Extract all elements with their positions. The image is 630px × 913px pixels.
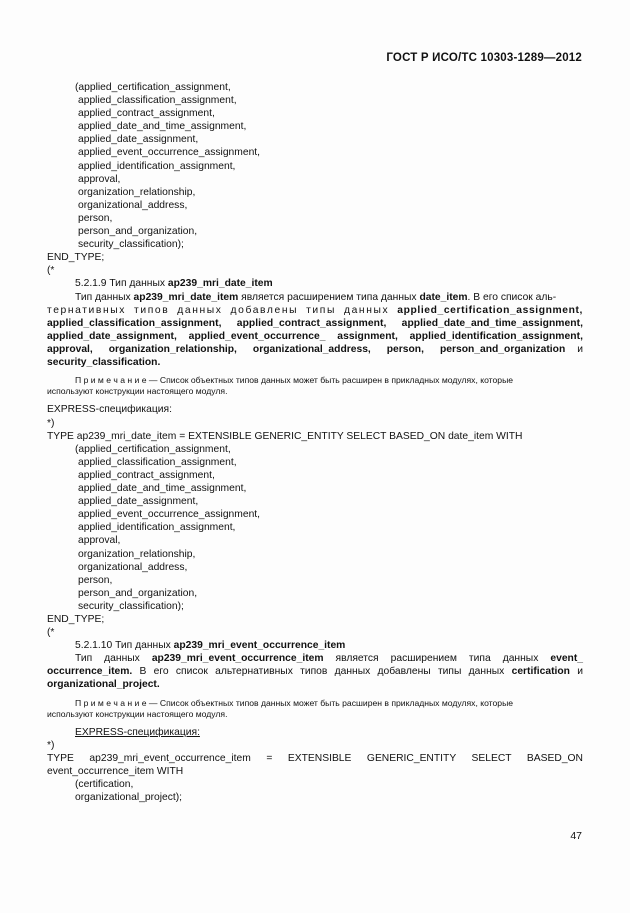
para-type-list: certification [511,666,570,678]
list-item: organizational_address, [78,561,188,573]
list-item: organization_relationship, [78,186,196,198]
list-item: (applied_certification_assignment, [75,443,231,455]
list-item: security_classification); [78,239,184,251]
list-item: applied_contract_assignment, [78,469,215,481]
end-type: END_TYPE; [47,252,105,264]
section-number: 5.2.1.10 Тип данных [75,640,174,652]
para-text: тернативных типов данных добавлены типы данных [47,304,398,316]
list-item: security_classification); [78,600,184,612]
note-label: П р и м е ч а н и е [75,697,147,708]
list-item: applied_identification_assignment, [78,160,236,172]
comment-close: *) [47,417,55,429]
list-item: applied_classification_assignment, [78,95,237,107]
note-label: П р и м е ч а н и е [75,375,147,386]
section-type-name: ap239_mri_event_occurrence_item [173,640,346,652]
select-list-2 [47,443,583,613]
list-item: applied_date_and_time_assignment, [78,121,247,133]
list-item: (certification, [75,779,134,791]
note-5219 [47,375,583,397]
list-item: applied_classification_assignment, [78,456,237,468]
list-item: person_and_organization, [78,587,198,599]
list-item: person, [78,574,113,586]
page-header-title: ГОСТ Р ИСО/ТС 10303-1289—2012 [386,52,582,64]
para-type-list: approval, organization_relationship, organizational_address, person, person_and_organization [47,343,566,355]
list-item: organization_relationship, [78,548,196,560]
note-text: — Список объектных типов данных может быть расширен в прикладных модулях, которые [146,375,514,386]
note-text: используют конструкции настоящего модуля. [47,386,228,397]
page-number: 47 [570,830,582,842]
comment-open: (* [47,265,55,277]
para-text: и [569,666,583,678]
para-text: является расширением типа данных [323,653,551,665]
para-type-name: ap239_mri_date_item [133,291,239,303]
para-text: Тип данных [75,653,152,665]
note-52110 [47,698,583,720]
type-declaration: TYPE ap239_mri_date_item = EXTENSIBLE GENERIC_ENTITY SELECT BASED_ON date_item WITH [47,430,523,442]
para-type-name: ap239_mri_event_occurrence_item [151,653,324,665]
select-list-1 [47,81,583,251]
para-type-list: applied_classification_assignment, applied_contract_assignment, applied_date_and_time_assignment, [47,317,583,329]
para-type-list: organizational_project. [47,679,160,691]
list-item: approval, [78,535,121,547]
list-item: applied_date_assignment, [78,134,199,146]
note-text: используют конструкции настоящего модуля. [47,708,228,719]
list-item: applied_event_occurrence_assignment, [78,509,261,521]
section-type-name: ap239_mri_date_item [167,278,273,290]
page-content [47,81,583,805]
section-heading-52110 [47,639,583,652]
list-item: person_and_organization, [78,226,198,238]
list-item: applied_date_assignment, [78,496,199,508]
section-5219-paragraph [47,291,583,370]
select-list-3 [47,778,583,804]
type-declaration-cont: event_occurrence_item WITH [47,766,184,778]
list-item: applied_date_and_time_assignment, [78,483,247,495]
section-number: 5.2.1.9 Тип данных [75,278,168,290]
para-text: В его список альтернативных типов данных добавлены типы данных [132,666,512,678]
list-item: applied_identification_assignment, [78,522,236,534]
list-item: applied_contract_assignment, [78,108,215,120]
note-text: — Список объектных типов данных может быть расширен в прикладных модулях, которые [146,697,514,708]
para-base-type: date_item [419,291,468,303]
list-item: organizational_project); [75,792,183,804]
para-text: Тип данных [75,291,134,303]
list-item: approval, [78,173,121,185]
comment-close: *) [47,740,55,752]
express-label: EXPRESS-спецификация: [47,404,172,416]
para-type-list: security_classification. [47,356,161,368]
para-text: . В его список аль- [467,291,557,303]
section-heading-5219 [47,277,583,290]
list-item: organizational_address, [78,199,188,211]
section-52110-paragraph [47,652,583,691]
para-text: и [565,343,583,355]
end-type: END_TYPE; [47,613,105,625]
list-item: (applied_certification_assignment, [75,82,231,93]
type-declaration: TYPE ap239_mri_event_occurrence_item = EXTENSIBLE GENERIC_ENTITY SELECT BASED_ON [47,753,583,765]
para-type-list: applied_certification_assignment, [397,304,583,316]
list-item: applied_event_occurrence_assignment, [78,147,261,159]
para-type-list: applied_date_assignment, applied_event_occurrence_ assignment, applied_identification_assignment, [47,330,583,342]
express-label: EXPRESS-спецификация: [75,726,200,738]
para-base-type: occurrence_item. [47,666,133,678]
comment-open: (* [47,627,55,639]
list-item: person, [78,212,113,224]
para-base-type: event_ [550,653,583,665]
para-text: является расширением типа данных [238,291,420,303]
